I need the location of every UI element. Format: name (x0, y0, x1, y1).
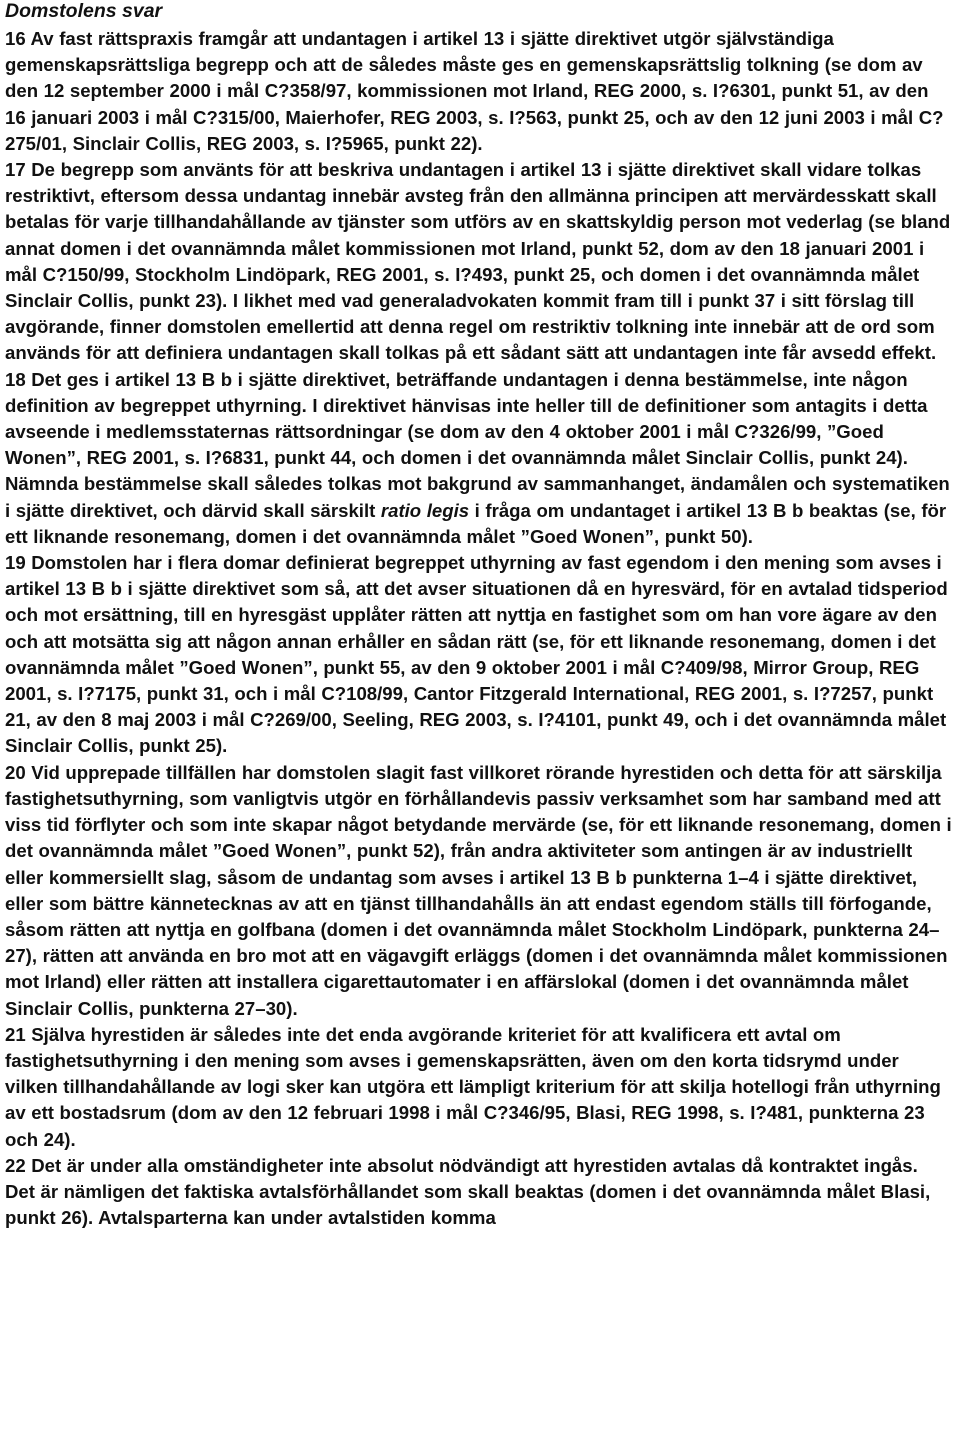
paragraph-18-text-b: i fråga om undantaget i artikel 13 B b beaktas (se, för ett liknande resonemang, domen i det ovannämnda målet ”Goed Wonen”, punkt 50). (5, 499, 947, 547)
paragraph-18-italic-term: ratio legis (380, 499, 470, 521)
paragraph-18-text-a: 18 Det ges i artikel 13 B b i sjätte direktivet, beträffande undantagen i denna bestämmelse, inte någon definition av begreppet uthyrning. I direktivet hänvisas inte heller till de definitioner som antagits i detta avseende i medlemsstaternas rättsordningar (se dom av den 4 oktober 2001 i mål C?326/99, ”Goed Wonen”, REG 2001, s. I?6831, punkt 44, och domen i det ovannämnda målet Sinclair Collis, punkt 24). Nämnda bestämmelse skall således tolkas mot bakgrund av sammanhanget, ändamålen och systematiken i sjätte direktivet, och därvid skall särskilt (5, 368, 950, 521)
paragraph-21: 21 Själva hyrestiden är således inte det enda avgörande kriteriet för att kvalificera ett avtal om fastighetsuthyrning i den mening som avses i gemenskapsrätten, även om den korta tidsrymd under vilken tillhandahållande av logi sker kan utgöra ett lämpligt kriterium för att skilja hotellogi från uthyrning av ett bostadsrum (dom av den 12 februari 1998 i mål C?346/95, Blasi, REG 1998, s. I?481, punkterna 23 och 24). (5, 1023, 941, 1150)
section-heading: Domstolens svar (5, 0, 163, 22)
paragraph-20: 20 Vid upprepade tillfällen har domstolen slagit fast villkoret rörande hyrestiden och detta för att särskilja fastighetsuthyrning, som vanligtvis utgör en förhållandevis passiv verksamhet som har samband med att viss tid förflyter och som inte skapar något betydande mervärde (se, för ett liknande resonemang, domen i det ovannämnda målet ”Goed Wonen”, punkt 52), från andra aktiviteter som antingen är av industriellt eller kommersiellt slag, såsom de undantag som avses i artikel 13 B b punkterna 1–4 i sjätte direktivet, eller som bättre kännetecknas av att en tjänst tillhandahålls än att endast egendom ställs till förfogande, såsom rätten att nyttja en golfbana (domen i det ovannämnda målet Stockholm Lindöpark, punkterna 24–27), rätten att använda en bro mot att en vägavgift erläggs (domen i det ovannämnda målet kommissionen mot Irland) eller rätten att installera cigarettautomater i en affärslokal (domen i det ovannämnda målet Sinclair Collis, punkterna 27–30). (5, 761, 952, 1019)
paragraph-19: 19 Domstolen har i flera domar definierat begreppet uthyrning av fast egendom i den mening som avses i artikel 13 B b i sjätte direktivet som så, att det avser situationen då en hyresvärd, för en avtalad tidsperiod och mot ersättning, till en hyresgäst upplåter rätten att nyttja en fastighet som om han vore ägare av den och att motsätta sig att någon annan erhåller en sådan rätt (se, för ett liknande resonemang, domen i det ovannämnda målet ”Goed Wonen”, punkt 55, av den 9 oktober 2001 i mål C?409/98, Mirror Group, REG 2001, s. I?7175, punkt 31, och i mål C?108/99, Cantor Fitzgerald International, REG 2001, s. I?7257, punkt 21, av den 8 maj 2003 i mål C?269/00, Seeling, REG 2003, s. I?4101, punkt 49, och i det ovannämnda målet Sinclair Collis, punkt 25). (5, 552, 948, 757)
paragraph-16: 16 Av fast rättspraxis framgår att undantagen i artikel 13 i sjätte direktivet utgör självständiga gemenskapsrättsliga begrepp och att de således måste ges en gemenskapsrättslig tolkning (se dom av den 12 september 2000 i mål C?358/97, kommissionen mot Irland, REG 2000, s. I?6301, punkt 51, av den 16 januari 2003 i mål C?315/00, Maierhofer, REG 2003, s. I?563, punkt 25, och av den 12 juni 2003 i mål C?275/01, Sinclair Collis, REG 2003, s. I?5965, punkt 22). (5, 28, 944, 154)
paragraph-22: 22 Det är under alla omständigheter inte absolut nödvändigt att hyrestiden avtalas då kontraktet ingås. Det är nämligen det faktiska avtalsförhållandet som skall beaktas (domen i det ovannämnda målet Blasi, punkt 26). Avtalsparterna kan under avtalstiden komma (5, 1154, 931, 1229)
paragraph-17: 17 De begrepp som använts för att beskriva undantagen i artikel 13 i sjätte direktivet skall vidare tolkas restriktivt, eftersom dessa undantag innebär avsteg från den allmänna principen att mervärdesskatt skall betalas för varje tillhandahållande av tjänster som utförs av en skattskyldig person mot vederlag (se bland annat domen i det ovannämnda målet kommissionen mot Irland, punkt 52, dom av den 18 januari 2001 i mål C?150/99, Stockholm Lindöpark, REG 2001, s. I?493, punkt 25, och domen i det ovannämnda målet Sinclair Collis, punkt 23). I likhet med vad generaladvokaten kommit fram till i punkt 37 i sitt förslag till avgörande, finner domstolen emellertid att denna regel om restriktiv tolkning inte innebär att de ord som används för att definiera undantagen skall tolkas på ett sådant sätt att undantagen inte får avsedd effekt. (5, 159, 951, 364)
document-body (5, 0, 953, 1231)
paragraph-18 (5, 367, 953, 550)
